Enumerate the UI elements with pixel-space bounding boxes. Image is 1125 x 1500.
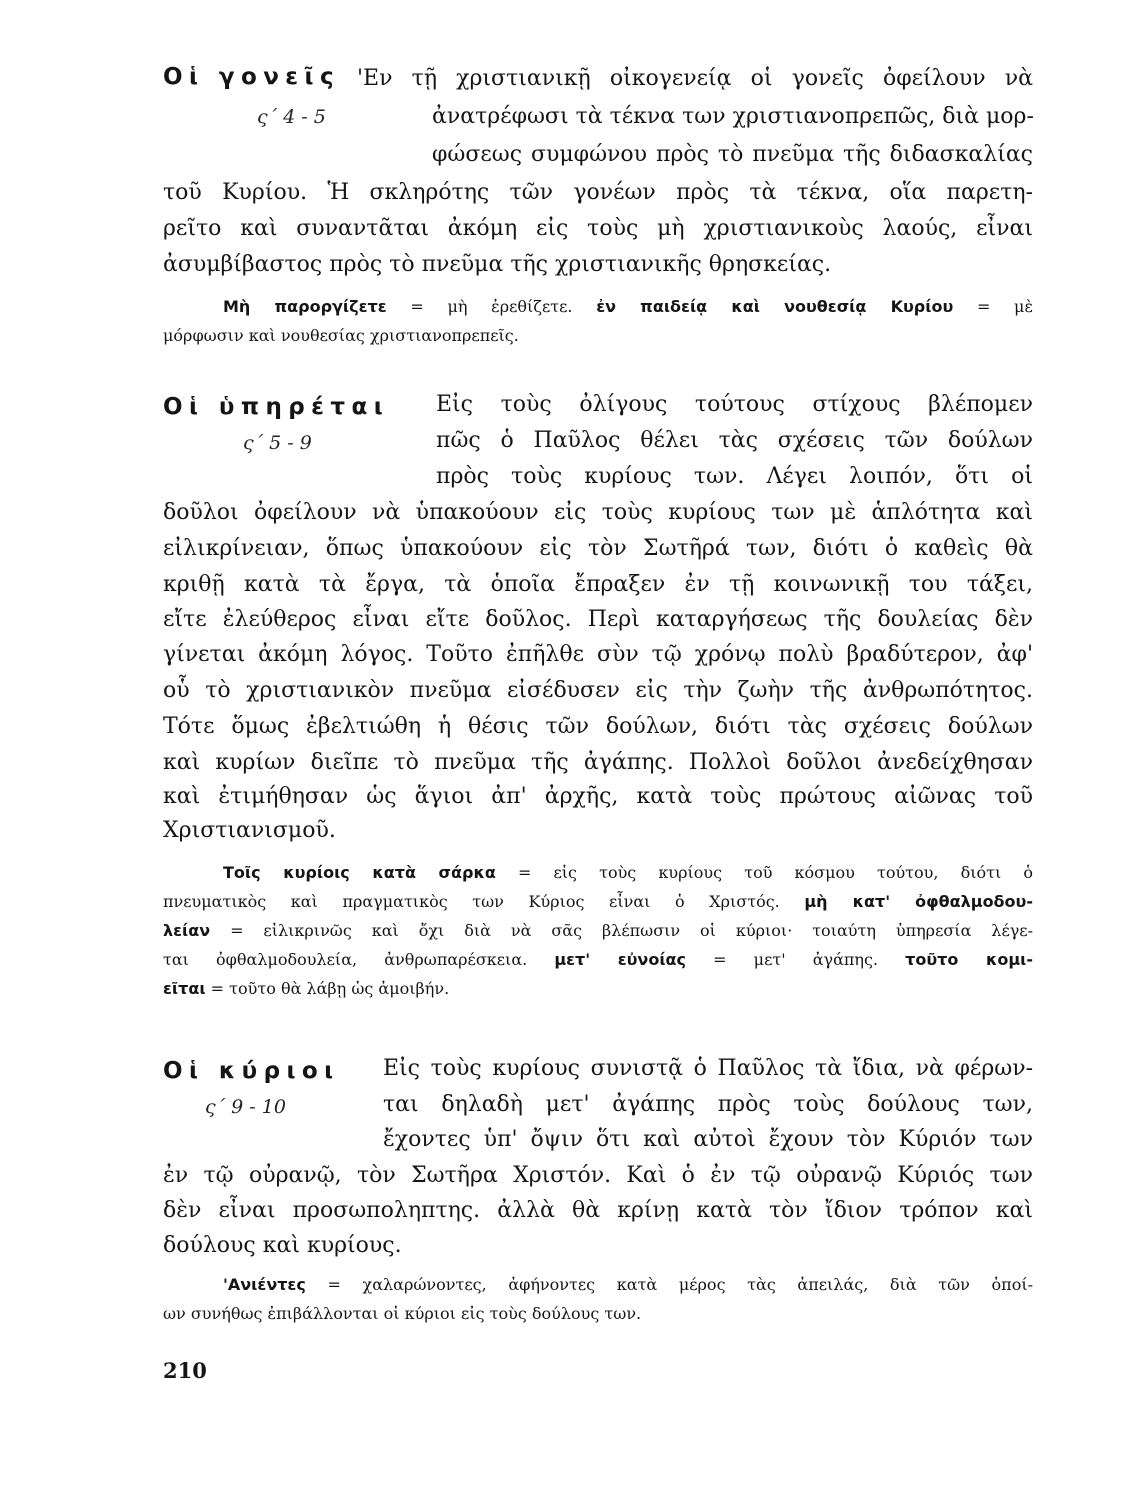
footnote-text: = χαλαρώνοντες, ἀφήνοντες κατὰ μέρος τὰς ἀπειλάς, διὰ τῶν ὁποί- <box>305 1275 1033 1294</box>
footnote-term: εῖται <box>163 979 206 998</box>
text-line: ἔχοντες ὑπ' ὄψιν ὅτι καὶ αὐτοὶ ἔχουν τὸν Κύριόν των <box>383 1127 1033 1152</box>
section-heading: Οἱ κύριοι <box>163 1058 340 1084</box>
footnote-text: = τοῦτο θὰ λάβῃ ὡς ἀμοιβήν. <box>205 979 450 998</box>
footnote-term: 'Ανιέντες <box>223 1275 306 1294</box>
footnote-term: μὴ κατ' ὀφθαλμοδου- <box>804 892 1033 911</box>
footnote-text: ων συνήθως ἐπιβάλλονται οἱ κύριοι εἰς τοὺς δούλους των. <box>163 1304 642 1323</box>
footnote-text: = εἰλικρινῶς καὶ ὄχι διὰ νὰ σᾶς βλέπωσιν οἱ κύριοι· τοιαύτη ὑπηρεσία λέγε- <box>210 921 1033 940</box>
footnote-term: λείαν <box>163 921 211 940</box>
footnote-line <box>223 1270 1033 1299</box>
footnote-text: = μὲ <box>953 297 1034 316</box>
footnote-line <box>163 321 1033 350</box>
text-line: δούλους καὶ κυρίους. <box>163 1233 402 1258</box>
footnote-text: = εἰς τοὺς κυρίους τοῦ κόσμου τούτου, διότι ὁ <box>495 863 1034 882</box>
text-line: καὶ κυρίων διεῖπε τὸ πνεῦμα τῆς ἀγάπης. Πολλοὶ δοῦλοι ἀνεδείχθησαν <box>163 750 1033 775</box>
text-line: φώσεως συμφώνου πρὸς τὸ πνεῦμα τῆς διδασκαλίας <box>432 142 1033 167</box>
text-line: Εἰς τοὺς κυρίους συνιστᾷ ὁ Παῦλος τὰ ἴδια, νὰ φέρων- <box>383 1056 1033 1081</box>
footnote-block <box>163 292 1033 350</box>
footnote-line <box>223 292 1033 321</box>
verse-reference: ς´ 5 - 9 <box>243 432 312 454</box>
text-line: Χριστιανισμοῦ. <box>163 818 336 843</box>
text-line: δὲν εἶναι προσωποληπτης. ἀλλὰ θὰ κρίνῃ κατὰ τὸν ἴδιον τρόπον καὶ <box>163 1198 1033 1223</box>
section-heading: Οἱ γονεῖς <box>163 64 341 90</box>
text-line: ρεῖτο καὶ συναντᾶται ἀκόμη εἰς τοὺς μὴ χριστιανικοὺς λαούς, εἶναι <box>163 216 1033 241</box>
text-line: πῶς ὁ Παῦλος θέλει τὰς σχέσεις τῶν δούλων <box>436 428 1033 453</box>
footnote-line <box>163 945 1033 974</box>
text-line: καὶ ἐτιμήθησαν ὡς ἅγιοι ἀπ' ἀρχῆς, κατὰ τοὺς πρώτους αἰῶνας τοῦ <box>163 784 1033 809</box>
footnote-term: Μὴ παροργίζετε <box>223 297 387 316</box>
footnote-line <box>163 1299 1033 1328</box>
footnote-line <box>163 916 1033 945</box>
text-line: ται δηλαδὴ μετ' ἀγάπης πρὸς τοὺς δούλους των, <box>383 1092 1033 1117</box>
text-line: τοῦ Κυρίου. Ἡ σκληρότης τῶν γονέων πρὸς τὰ τέκνα, οἵα παρετη- <box>163 180 1033 205</box>
footnote-text: = μετ' ἀγάπης. <box>686 950 906 969</box>
text-line: ἀσυμβίβαστος πρὸς τὸ πνεῦμα τῆς χριστιανικῆς θρησκείας. <box>163 252 832 277</box>
text-line: οὗ τὸ χριστιανικὸν πνεῦμα εἰσέδυσεν εἰς τὴν ζωὴν τῆς ἀνθρωπότητος. <box>163 678 1033 703</box>
section-heading: Οἱ ὑπηρέται <box>163 394 390 420</box>
footnote-text: μόρφωσιν καὶ νουθεσίας χριστιανοπρεπεῖς. <box>163 326 519 345</box>
footnote-text: πνευματικὸς καὶ πραγματικὸς των Κύριος εἶναι ὁ Χριστός. <box>163 892 805 911</box>
footnote-block <box>163 858 1033 1003</box>
page-number: 210 <box>163 1358 207 1383</box>
footnote-text: = μὴ ἐρεθίζετε. <box>386 297 597 316</box>
text-line: κριθῇ κατὰ τὰ ἔργα, τὰ ὁποῖα ἔπραξεν ἐν τῇ κοινωνικῇ του τάξει, <box>163 572 1033 597</box>
text-line: ἀνατρέφωσι τὰ τέκνα των χριστιανοπρεπῶς, διὰ μορ- <box>432 104 1034 129</box>
text-line: Τότε ὅμως ἐβελτιώθη ἡ θέσις τῶν δούλων, διότι τὰς σχέσεις δούλων <box>163 714 1033 739</box>
verse-reference: ς´ 9 - 10 <box>205 1096 286 1118</box>
footnote-block <box>163 1270 1033 1328</box>
footnote-term: Τοῖς κυρίοις κατὰ σάρκα <box>223 863 496 882</box>
verse-reference: ς´ 4 - 5 <box>257 106 326 128</box>
footnote-term: τοῦτο κομι- <box>905 950 1033 969</box>
footnote-line <box>163 887 1033 916</box>
footnote-text: ται ὀφθαλμοδουλεία, ἀνθρωπαρέσκεια. <box>163 950 555 969</box>
text-line: γίνεται ἀκόμη λόγος. Τοῦτο ἐπῆλθε σὺν τῷ χρόνῳ πολὺ βραδύτερον, ἀφ' <box>163 642 1033 667</box>
footnote-term: μετ' εὐνοίας <box>554 950 687 969</box>
footnote-line <box>163 974 1033 1003</box>
text-line: δοῦλοι ὀφείλουν νὰ ὑπακούουν εἰς τοὺς κυρίους των μὲ ἁπλότητα καὶ <box>163 500 1033 525</box>
text-line: ἐν τῷ οὐρανῷ, τὸν Σωτῆρα Χριστόν. Καὶ ὁ ἐν τῷ οὐρανῷ Κύριός των <box>163 1163 1033 1188</box>
footnote-term: ἐν παιδείᾳ καὶ νουθεσίᾳ Κυρίου <box>596 297 954 316</box>
footnote-line <box>223 858 1033 887</box>
text-line: εἴτε ἐλεύθερος εἶναι εἴτε δοῦλος. Περὶ καταργήσεως τῆς δουλείας δὲν <box>163 607 1033 632</box>
text-line: 'Εν τῇ χριστιανικῇ οἰκογενείᾳ οἱ γονεῖς ὀφείλουν νὰ <box>357 66 1033 91</box>
text-line: Εἰς τοὺς ὀλίγους τούτους στίχους βλέπομεν <box>436 392 1033 417</box>
text-line: πρὸς τοὺς κυρίους των. Λέγει λοιπόν, ὅτι οἱ <box>436 464 1033 489</box>
text-line: εἰλικρίνειαν, ὅπως ὑπακούουν εἰς τὸν Σωτῆρά των, διότι ὁ καθεὶς θὰ <box>163 536 1033 561</box>
